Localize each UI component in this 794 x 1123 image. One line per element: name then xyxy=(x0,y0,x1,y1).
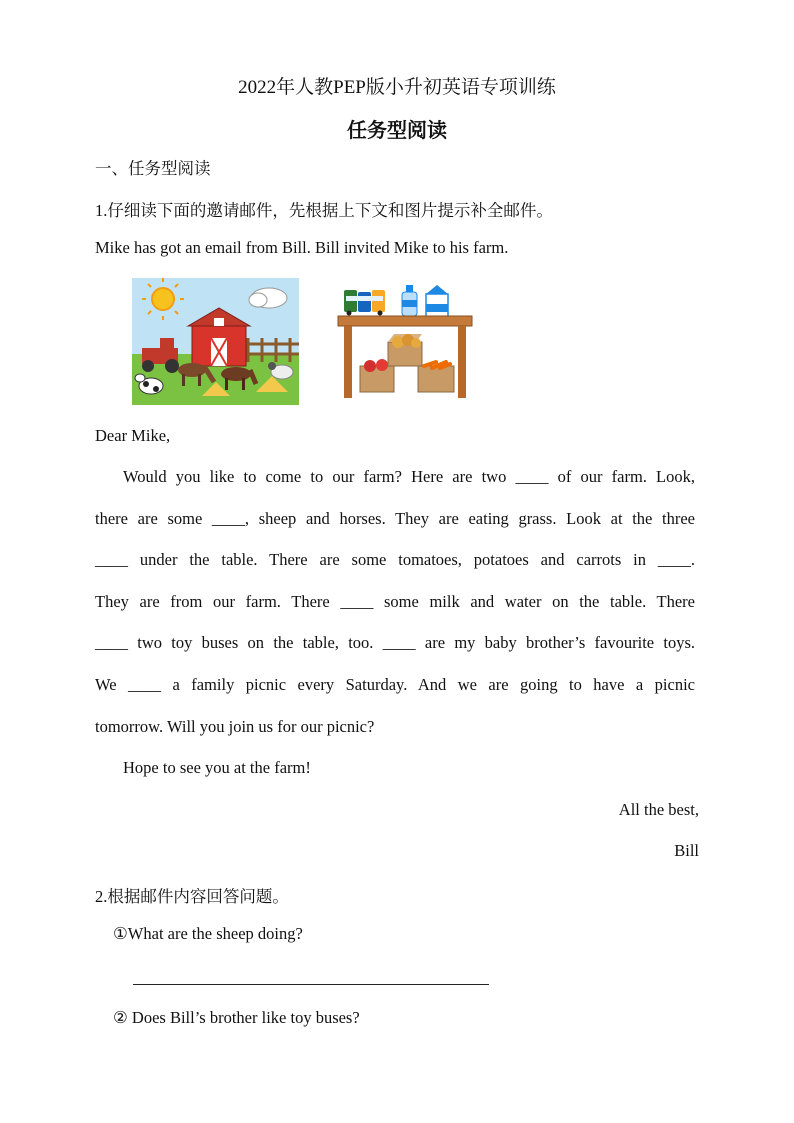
farm-picture xyxy=(132,278,299,405)
question-2-item-1: ①What are the sheep doing? xyxy=(113,924,303,943)
email-line: ____ under the table. There are some tomatoes, potatoes and carrots in ____. xyxy=(95,550,695,570)
email-greeting: Dear Mike, xyxy=(95,426,171,445)
question-1-intro: Mike has got an email from Bill. Bill invited Mike to his farm. xyxy=(95,238,509,257)
page-title: 2022年人教PEP版小升初英语专项训练 xyxy=(238,77,556,98)
question-2-instruction: 2.根据邮件内容回答问题。 xyxy=(95,887,289,906)
question-1-instruction: 1.仔细读下面的邀请邮件，先根据上下文和图片提示补全邮件。 xyxy=(95,201,553,220)
email-body xyxy=(95,456,695,747)
email-hope: Hope to see you at the farm! xyxy=(123,758,311,777)
page-subtitle: 任务型阅读 xyxy=(347,118,447,142)
email-line: ____ two toy buses on the table, too. ____ are my baby brother’s favourite toys. xyxy=(95,633,695,653)
email-closing: All the best, xyxy=(618,800,699,819)
question-2-item-2: ② Does Bill’s brother like toy buses? xyxy=(113,1008,360,1027)
email-line: there are some ____, sheep and horses. They are eating grass. Look at the three xyxy=(95,508,695,528)
email-line: We ____ a family picnic every Saturday. And we are going to have a picnic xyxy=(95,674,695,694)
picnic-table-picture xyxy=(336,282,474,400)
section-heading: 一、任务型阅读 xyxy=(95,159,211,178)
email-line: tomorrow. Will you join us for our picnic? xyxy=(95,716,375,736)
answer-line[interactable] xyxy=(133,984,489,985)
email-signature: Bill xyxy=(674,841,699,860)
email-line: They are from our farm. There ____ some milk and water on the table. There xyxy=(95,591,695,611)
email-line: Would you like to come to our farm? Here are two ____ of our farm. Look, xyxy=(123,467,695,486)
